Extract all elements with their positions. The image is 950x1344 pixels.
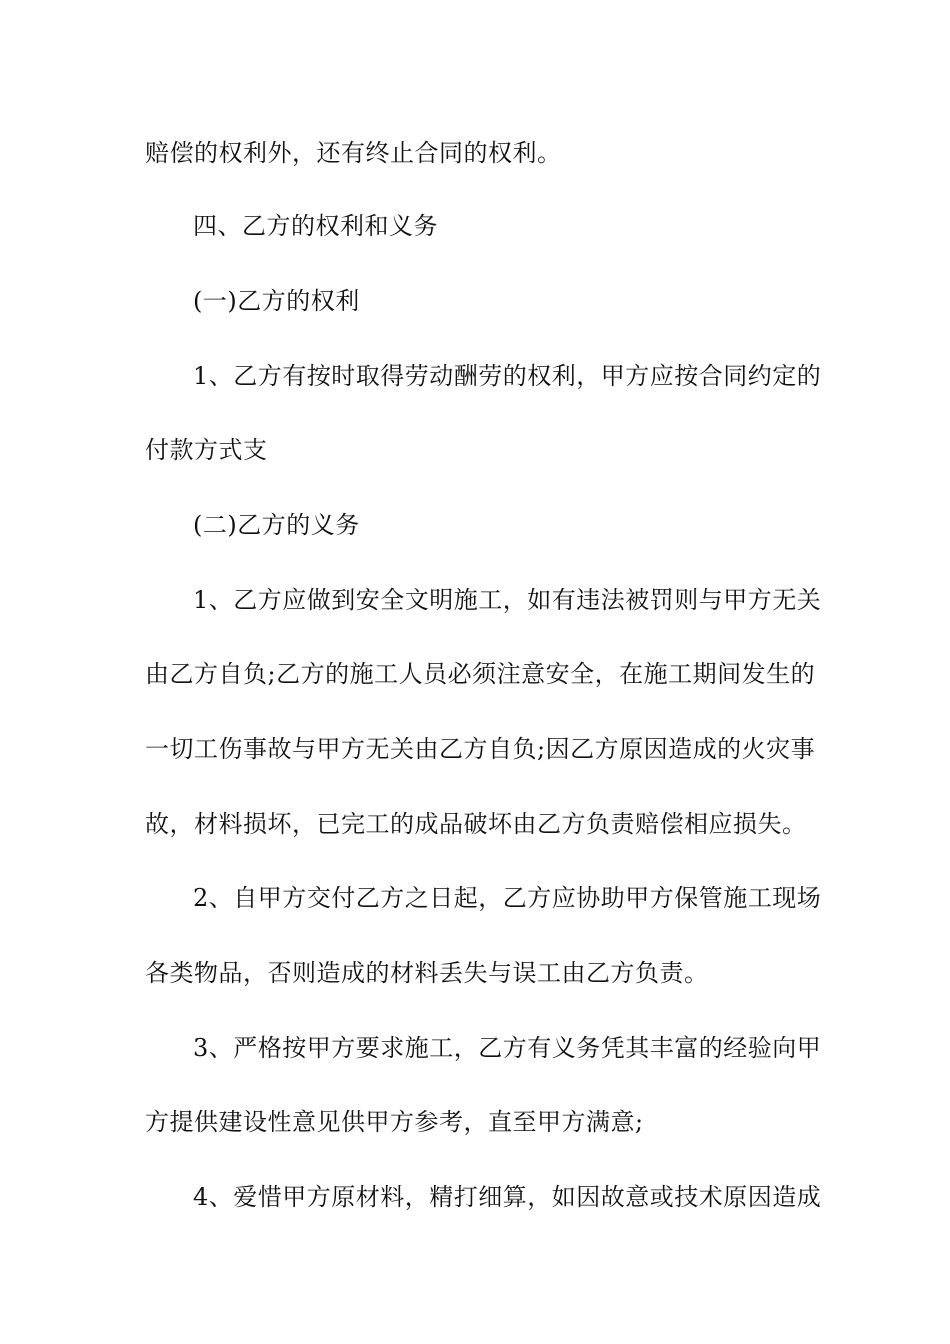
subsection-heading: (二)乙方的义务: [193, 511, 360, 539]
text-line: 3、严格按甲方要求施工，乙方有义务凭其丰富的经验向甲: [193, 1034, 822, 1062]
text-line: 1、乙方应做到安全文明施工，如有违法被罚则与甲方无关: [193, 586, 822, 614]
text-line: 一切工伤事故与甲方无关由乙方自负;因乙方原因造成的火灾事: [145, 735, 816, 763]
text-line: 故，材料损坏，已完工的成品破坏由乙方负责赔偿相应损失。: [145, 810, 807, 838]
section-heading: 四、乙方的权利和义务: [193, 212, 438, 240]
text-line: 由乙方自负;乙方的施工人员必须注意安全，在施工期间发生的: [145, 660, 816, 688]
text-line: 各类物品，否则造成的材料丢失与误工由乙方负责。: [145, 959, 709, 987]
text-line: 赔偿的权利外，还有终止合同的权利。: [145, 139, 562, 167]
text-line: 2、自甲方交付乙方之日起，乙方应协助甲方保管施工现场: [193, 884, 822, 912]
text-line: 1、乙方有按时取得劳动酬劳的权利，甲方应按合同约定的: [193, 362, 822, 390]
text-line: 付款方式支: [145, 436, 268, 464]
text-line: 方提供建设性意见供甲方参考，直至甲方满意;: [145, 1108, 644, 1136]
text-line: 4、爱惜甲方原材料，精打细算，如因故意或技术原因造成: [193, 1183, 822, 1211]
subsection-heading: (一)乙方的权利: [193, 287, 360, 315]
